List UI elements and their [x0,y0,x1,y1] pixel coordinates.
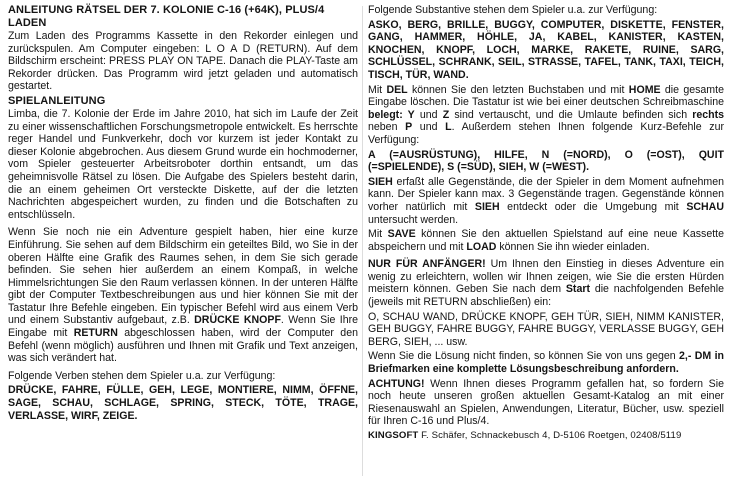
publisher-brand: KINGSOFT [368,430,419,441]
nouns-intro: Folgende Substantive stehen dem Spieler u.a. zur Verfügung: [368,4,658,16]
commands-sequence [368,311,724,349]
solution-price-text: 2,- DM in Briefmarken eine komplette Lösungsbeschreibung anfordern. [368,350,724,376]
keys-paragraph: Mit DEL können Sie den letzten Buchstaben und mit HOME die gesamte Eingabe löschen. Die Tastatur ist wie bei einer deutschen Schreibmaschine belegt: Y und Z sind vertauscht, und die Umlaute befinden sich rechts neben P und L. Außerdem stehen Ihnen folgende Kurz-Befehle zur Verfügung: [368,83,725,146]
nouns-list-text: ASKO, BERG, BRILLE, BUGGY, COMPUTER, DISKETTE, FENSTER, GANG, HAMMER, HÖHLE, JA, KABEL, KANISTER, KASTEN, KNOCHEN, KNOPF, LOCH, MARKE, RAKETE, RUINE, SARG, SCHLÜSSEL, SCHRANK, SEIL, STRASSE, TAFEL, TANK, TAXI, TEICH, TISCH, TÜR, WAND. [368,18,724,81]
intro-example: DRÜCKE KNOPF [194,314,281,327]
commands-text: O, SCHAU WAND, DRÜCKE KNOPF, GEH TÜR, SIEH, NIMM KANISTER, GEH BUGGY, FAHRE BUGGY, FAHRE BUGGY, VERLASSE BUGGY, GEH BERG, SIEH, ... usw. [368,310,724,348]
intro-paragraph [8,226,358,365]
attention-paragraph: ACHTUNG! Wenn Ihnen dieses Programm gefallen hat, so fordern Sie noch heute unseren großen aktuellen Gesamt-Katalog an mit einer Riesenauswahl an Spielen, Anwendungen, Literatur, Bücher, usw. speziell für Ihren C-16 und Plus/4. [368,377,724,428]
shortcuts-list [368,149,724,174]
sieh-paragraph: SIEH erfaßt alle Gegenstände, die der Spieler in dem Moment aufnehmen kann. Der Spieler kann max. 3 Gegenstände tragen. Gegenstände können vorher natürlich mit SIEH entdeckt oder die Umgebung mit SCHAU untersucht werden. [368,175,725,226]
laden-paragraph: Zum Laden des Programms Kassette in den Rekorder einlegen und zurückspulen. Am Computer eingeben: L O A D (RETURN). Auf dem Bildschirm erscheint: PRESS PLAY ON TAPE. Danach die PLAY-Taste am Rekorder drücken. Das Programm wird jetzt geladen und automatisch gestartet. [8,30,358,93]
load-key-text: LOAD [466,240,497,253]
del-key-text: DEL [386,83,408,96]
intro-text: Wenn Sie noch nie ein Adventure gespielt haben, hier eine kurze Einführung. Sie sehen auf dem Bildschirm ein geteiltes Bild, wo Sie in der oberen Hälfte eine Grafik des Raumes sehen, in dem Sie sich gerade befinden. Sie sehen hier außerdem an einem Kompaß, in welche Himmelsrichtungen Sie den Raum verlassen können. In der unteren Hälfte gibt der Computer Textbeschreibungen aus und hier können Sie mit der Tastatur Ihre Befehle eingeben. Ein typischer Befehl wird aus einem Verb und einem Substantiv aufgebaut, z.B. [8,226,358,327]
column-divider [362,6,363,476]
right-column [368,4,724,445]
publisher-address: F. Schäfer, Schnackebusch 4, D-5106 Roetgen, 02408/5119 [421,430,682,441]
save-key-text: SAVE [387,228,416,241]
solution-paragraph: Wenn Sie die Lösung nicht finden, so können Sie von uns gegen 2,- DM in Briefmarken eine komplette Lösungsbeschreibung anfordern. [368,350,724,376]
shortcuts-text: A (=AUSRÜSTUNG), HILFE, N (=NORD), O (=OST), QUIT (=SPIELENDE), S (=SÜD), SIEH, W (=WEST). [368,148,724,174]
laden-heading: LADEN [8,17,47,29]
document-title: ANLEITUNG RÄTSEL DER 7. KOLONIE C-16 (+64K), PLUS/4 [8,4,325,16]
beginners-paragraph: NUR FÜR ANFÄNGER! Um Ihnen den Einstieg in dieses Adventure ein wenig zu erleichtern, wollen wir Ihnen zeigen, wie Sie die ersten Hürden meistern können. Geben Sie nach dem Start die nachfolgenden Befehle (jeweils mit RETURN abschließen) ein: [368,258,724,309]
verbs-list-text: DRÜCKE, FAHRE, FÜLLE, GEH, LEGE, MONTIERE, NIMM, ÖFFNE, SAGE, SCHAU, SCHLAGE, SPRING, STECK, TÖTE, TRAGE, VERLASSE, WIRF, ZEIGE. [8,384,358,422]
beginners-heading: NUR FÜR ANFÄNGER! [368,258,486,271]
home-key-text: HOME [628,83,661,96]
save-paragraph: Mit SAVE können Sie den aktuellen Spielstand auf eine neue Kassette abspeichern und mit LOAD können Sie ihn wieder einladen. [368,228,724,253]
left-column [8,4,358,424]
verbs-intro: Folgende Verben stehen dem Spieler u.a. zur Verfügung: [8,369,276,382]
story-paragraph: Limba, die 7. Kolonie der Erde im Jahre 2010, hat sich im Laufe der Zeit zu einer wissenschaftlichen Forschungsmetropole entwickelt. Es herrschte reger Handel und Funkverkehr, doch vor kurzem ist jeder Kontakt zu dieser Kolonie abgebrochen. Aus diesem Grund wurde ein hochmoderner, vom Spieler gesteuerter Arbeitsroboter dorthin entsandt, um das geheimnisvolle Rätsel zu lösen. Die Aufgabe des Spielers besteht darin, die an einem geheimen Ort versteckte Diskette, auf der die letzten Nachrichten abgespeichert wurden, zu finden und die Botschaften zu entschlüsseln. [8,107,358,221]
attention-heading: ACHTUNG! [368,377,425,390]
intro-text-b: . Wenn Sie Ihre Eingabe mit [8,314,359,340]
verbs-list [8,384,358,422]
publisher-footer [368,430,724,443]
nouns-list [368,19,724,82]
intro-text-c: abgeschlossen haben, wird der Computer den Befehl (wenn möglich) ausführen und Ihnen mit Grafik und Text anzeigen, was sich verändert hat. [8,327,358,365]
return-key-text: RETURN [73,327,118,340]
spielanleitung-heading: SPIELANLEITUNG [8,94,106,107]
